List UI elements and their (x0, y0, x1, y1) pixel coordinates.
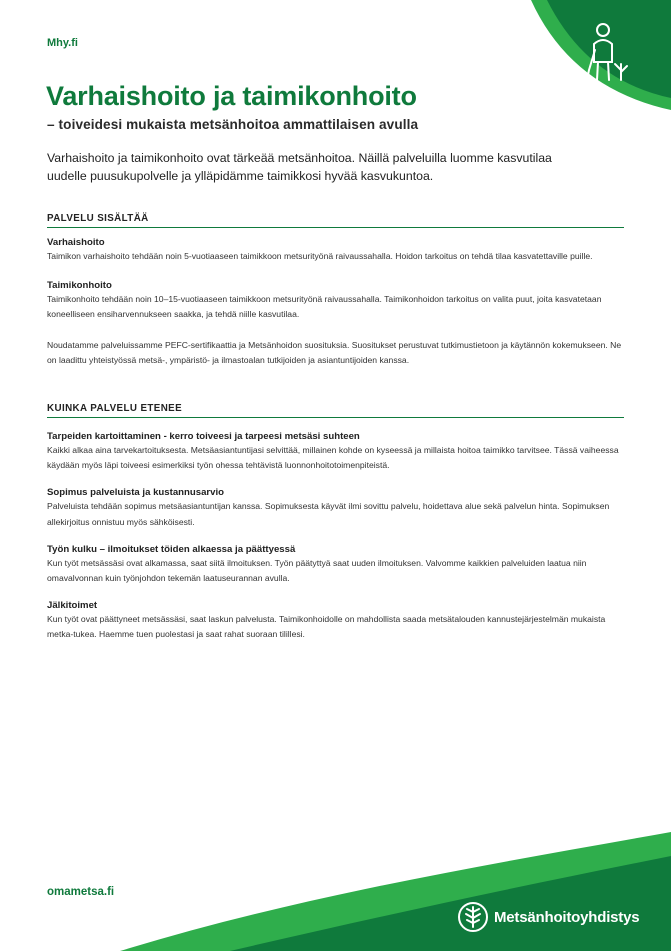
process-step-body: Kaikki alkaa aina tarvekartoituksesta. Metsäasiantuntijasi selvittää, millainen kohde on kyseessä ja millaista hoitoa taimikko tarvitsee. Tässä vaiheessa käydään myös läpi toiveesi esimerkiksi työn ohessa tehtävistä luonnonhoitotoimenpiteistä. (47, 445, 619, 471)
process-step-title: Tarpeiden kartoittaminen - kerro toiveesi ja tarpeesi metsäsi suhteen (47, 431, 360, 442)
brand-name: Metsänhoitoyhdistys (494, 908, 640, 926)
process-step (47, 600, 624, 642)
corner-decoration (531, 0, 671, 112)
brand-logo (458, 902, 639, 932)
service-block-title: Varhaishoito (47, 237, 105, 248)
process-step-title: Työn kulku – ilmoitukset töiden alkaessa ja päättyessä (47, 543, 296, 555)
service-block-title: Taimikonhoito (47, 280, 112, 292)
page-title: Varhaishoito ja taimikonhoito (46, 81, 417, 111)
mhy-logo-icon (458, 902, 488, 932)
service-block (47, 237, 624, 264)
site-link[interactable]: Mhy.fi (47, 37, 78, 49)
process-section (47, 403, 624, 643)
service-block (47, 280, 624, 322)
process-step (47, 544, 624, 586)
service-note: Noudatamme palveluissamme PEFC-sertifikaattia ja Metsänhoidon suosituksia. Suositukset perustuvat tutkimustietoon ja käytännön kokemukseen. Ne on laadittu yhteistyössä metsä-, ympäristö- ja ilmastoalan tutkijoiden ja asiantuntijoiden kanssa. (47, 339, 622, 365)
service-heading: PALVELU SISÄLTÄÄ (47, 213, 624, 228)
footer-link[interactable]: omametsa.fi (47, 886, 115, 898)
service-section (47, 213, 624, 368)
process-step (47, 431, 624, 473)
intro-paragraph: Varhaishoito ja taimikonhoito ovat tärkeää metsänhoitoa. Näillä palveluilla luomme kasvutilaa uudelle puusukupolvelle ja ylläpidämme taimikkosi hyvää kasvukuntoa. (47, 151, 552, 183)
process-step (47, 487, 624, 529)
process-step-body: Palveluista tehdään sopimus metsäasiantuntijan kanssa. Sopimuksesta käyvät ilmi sovittu palvelu, hoidettava alue sekä palvelun hinta. Sopimuksen allekirjoitus onnistuu myös sähköisesti. (47, 501, 610, 527)
process-heading: KUINKA PALVELU ETENEE (47, 403, 624, 418)
service-block-body: Taimikon varhaishoito tehdään noin 5-vuotiaaseen taimikkoon metsurityönä raivaussahalla. Hoidon tarkoitus on tehdä tilaa kasvatettaville puille. (47, 251, 593, 261)
process-step-body: Kun työt metsässäsi ovat alkamassa, saat siitä ilmoituksen. Työn päätyttyä saat uuden ilmoituksen. Valvomme kaikkien palveluiden laatua niin omavalvonnan kuin työnjohdon tekemän laatuseurannan avulla. (47, 557, 587, 584)
process-step-title: Sopimus palveluista ja kustannusarvio (47, 487, 225, 499)
page-subtitle: – toiveidesi mukaista metsänhoitoa ammattilaisen avulla (47, 117, 419, 132)
service-block-body: Taimikonhoito tehdään noin 10–15-vuotiaaseen taimikkoon metsurityönä raivaussahalla. Taimikonhoidon tarkoitus on valita puut, joita kasvatetaan koneelliseen ensiharvennukseen saakka, ja tehdä niille kasvutilaa. (47, 294, 602, 320)
process-step-body: Kun työt ovat päättyneet metsässäsi, saat laskun palvelusta. Taimikonhoidolle on mahdollista saada metsätalouden kannustejärjestelmän mukaista metka-tukea. Haemme tuen puolestasi ja saat rahat suoraan tilillesi. (47, 614, 606, 640)
process-step-title: Jälkitoimet (47, 600, 98, 612)
